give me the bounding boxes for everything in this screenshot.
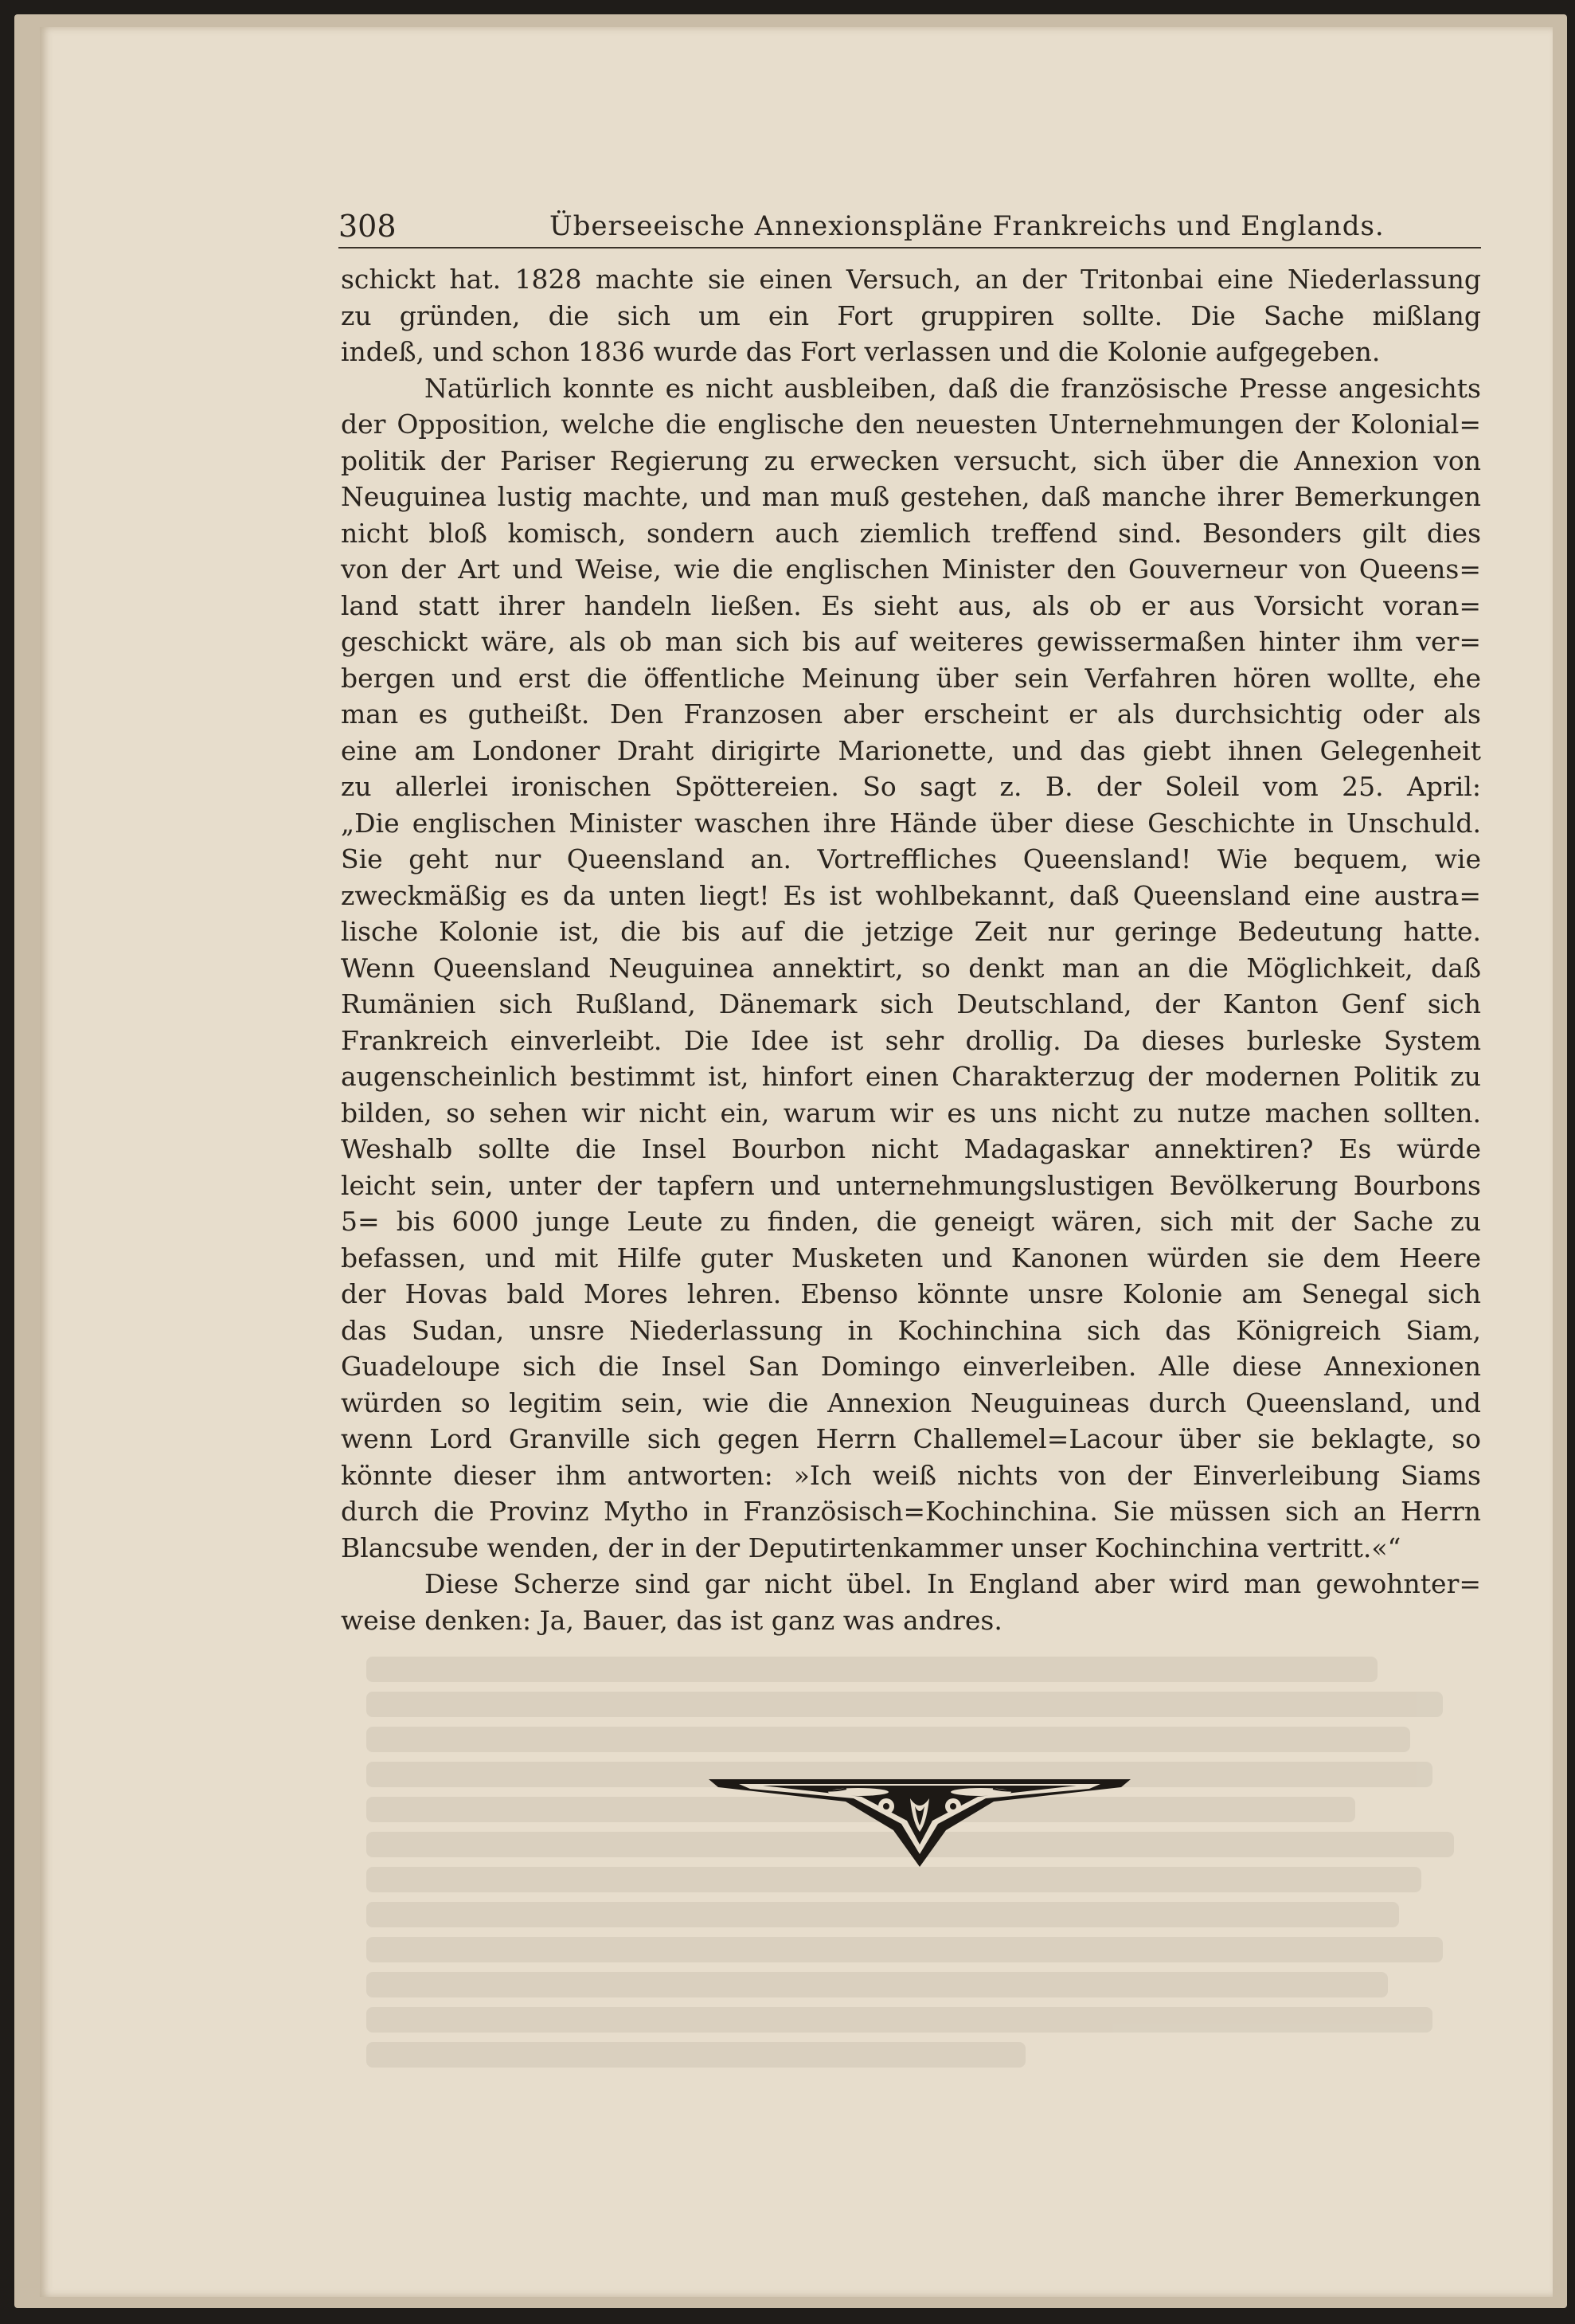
text-line: Blancsube wenden, der in der Deputirtenkammer unser Kochinchina vertritt.«“ — [341, 1532, 1401, 1563]
text-line: Weshalb sollte die Insel Bourbon nicht Madagaskar annektiren? Es würde — [341, 1133, 1481, 1164]
text-line: Natürlich konnte es nicht ausbleiben, daß die französische Presse angesichts — [424, 372, 1481, 404]
text-line: der Hovas bald Mores lehren. Ebenso könnte unsre Kolonie am Senegal sich — [341, 1278, 1481, 1309]
text-line: Neuguinea lustig machte, und man muß gestehen, daß manche ihrer Bemerkungen — [341, 481, 1481, 512]
text-line: weise denken: Ja, Bauer, das ist ganz was andres. — [341, 1604, 1002, 1636]
text-line: Wenn Queensland Neuguinea annektirt, so denkt man an die Möglichkeit, daß — [341, 952, 1481, 984]
show-through-text — [366, 1657, 1465, 2087]
text-line: würden so legitim sein, wie die Annexion Neuguineas durch Queensland, und — [341, 1387, 1481, 1418]
body-text — [341, 261, 1481, 1638]
text-line: politik der Pariser Regierung zu erwecken versucht, sich über die Annexion von — [341, 444, 1481, 476]
decorative-tailpiece-ornament-icon — [707, 1774, 1132, 1868]
text-line: Sie geht nur Queensland an. Vortreffliches Queensland! Wie bequem, wie — [341, 843, 1481, 874]
text-line: zu gründen, die sich um ein Fort gruppiren sollte. Die Sache mißlang — [341, 299, 1481, 331]
text-line: befassen, und mit Hilfe guter Musketen und Kanonen würden sie dem Heere — [341, 1242, 1481, 1274]
text-line: bilden, so sehen wir nicht ein, warum wir es uns nicht zu nutze machen sollten. — [341, 1097, 1481, 1129]
text-line: indeß, und schon 1836 wurde das Fort verlassen und die Kolonie aufgegeben. — [341, 336, 1381, 367]
text-line: „Die englischen Minister waschen ihre Hände über diese Geschichte in Unschuld. — [341, 807, 1481, 839]
text-line: nicht bloß komisch, sondern auch ziemlich treffend sind. Besonders gilt dies — [341, 517, 1481, 549]
text-line: lische Kolonie ist, die bis auf die jetzige Zeit nur geringe Bedeutung hatte. — [341, 916, 1481, 947]
text-line: von der Art und Weise, wie die englischen Minister den Gouverneur von Queens= — [341, 554, 1481, 585]
text-line: bergen und erst die öffentliche Meinung über sein Verfahren hören wollte, ehe — [341, 662, 1481, 694]
text-line: könnte dieser ihm antworten: »Ich weiß nichts von der Einverleibung Siams — [341, 1459, 1481, 1491]
text-line: durch die Provinz Mytho in Französisch=Kochinchina. Sie müssen sich an Herrn — [341, 1496, 1481, 1527]
text-line: das Sudan, unsre Niederlassung in Kochinchina sich das Königreich Siam, — [341, 1314, 1481, 1346]
text-line: man es gutheißt. Den Franzosen aber erscheint er als durchsichtig oder als — [341, 698, 1481, 730]
text-line: land statt ihrer handeln ließen. Es sieht aus, als ob er aus Vorsicht voran= — [341, 589, 1481, 621]
page-header — [338, 199, 1481, 248]
text-line: eine am Londoner Draht dirigirte Marionette, und das giebt ihnen Gelegenheit — [341, 734, 1481, 766]
text-line: geschickt wäre, als ob man sich bis auf weiteres gewissermaßen hinter ihm ver= — [341, 626, 1481, 657]
text-line: Frankreich einverleibt. Die Idee ist sehr drollig. Da dieses burleske System — [341, 1024, 1481, 1056]
text-line: schickt hat. 1828 machte sie einen Versuch, an der Tritonbai eine Niederlassung — [341, 264, 1481, 295]
text-line: augenscheinlich bestimmt ist, hinfort einen Charakterzug der modernen Politik zu — [341, 1061, 1481, 1092]
text-line: zu allerlei ironischen Spöttereien. So sagt z. B. der Soleil vom 25. April: — [341, 771, 1481, 802]
text-line: der Opposition, welche die englische den neuesten Unternehmungen der Kolonial= — [341, 409, 1481, 440]
running-title: Überseeische Annexionspläne Frankreichs und Englands. — [549, 210, 1385, 242]
text-line: leicht sein, unter der tapfern und unternehmungslustigen Bevölkerung Bourbons — [341, 1169, 1481, 1201]
text-line: Diese Scherze sind gar nicht übel. In England aber wird man gewohnter= — [424, 1568, 1481, 1599]
text-line: zweckmäßig es da unten liegt! Es ist wohlbekannt, daß Queensland eine austra= — [341, 879, 1481, 911]
text-line: Guadeloupe sich die Insel San Domingo einverleiben. Alle diese Annexionen — [341, 1351, 1481, 1382]
text-line: Rumänien sich Rußland, Dänemark sich Deutschland, der Kanton Genf sich — [341, 988, 1481, 1019]
text-line: 5= bis 6000 junge Leute zu finden, die geneigt wären, sich mit der Sache zu — [341, 1206, 1481, 1237]
text-line: wenn Lord Granville sich gegen Herrn Challemel=Lacour über sie beklagte, so — [341, 1423, 1481, 1454]
page-number: 308 — [338, 209, 397, 244]
